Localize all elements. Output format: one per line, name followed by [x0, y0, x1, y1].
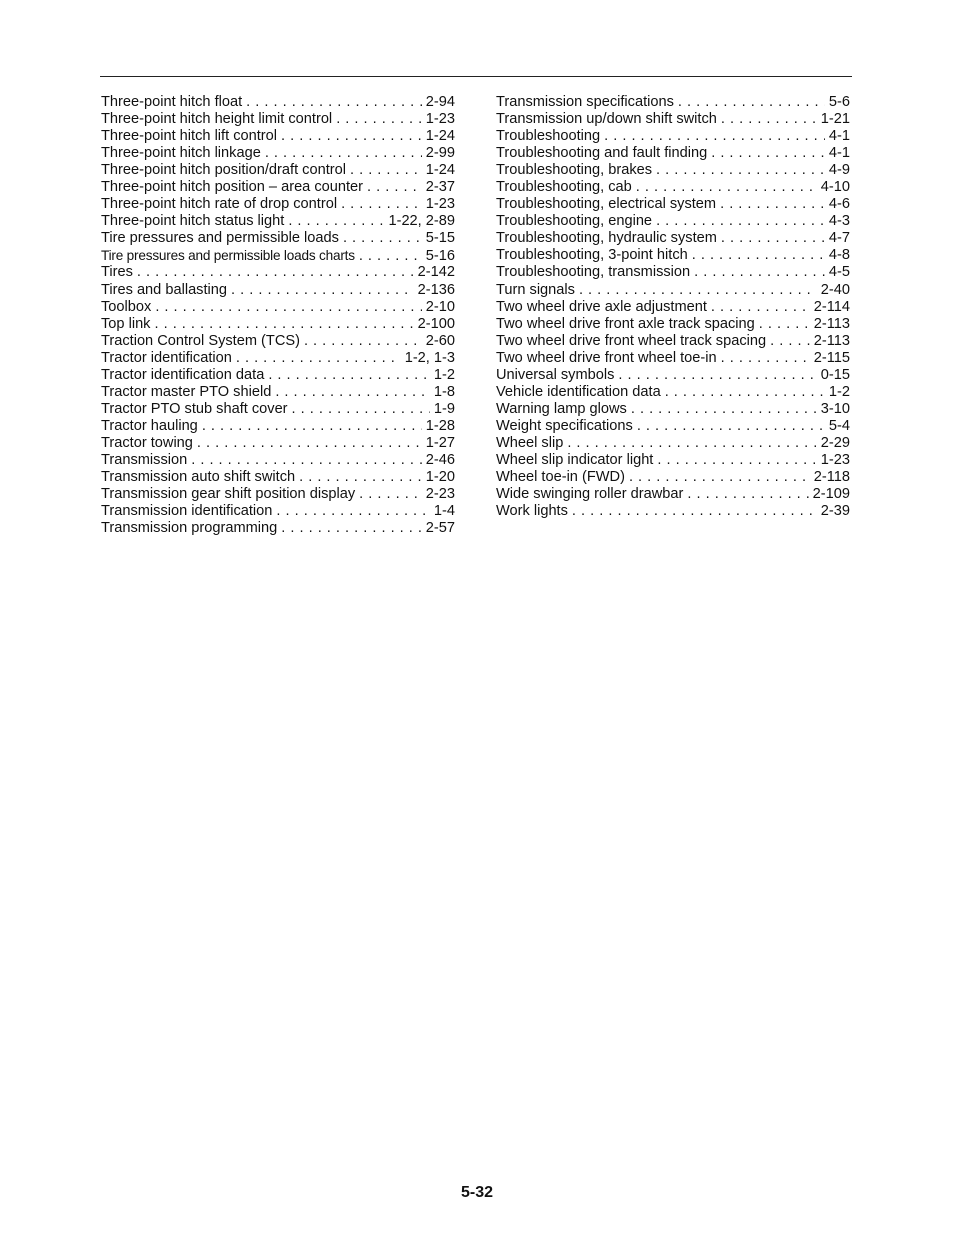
- index-entry: [496, 162, 850, 179]
- index-entry: [496, 384, 850, 401]
- dot-leader: [711, 145, 825, 162]
- index-entry-label: Tires: [101, 264, 133, 281]
- dot-leader: [276, 503, 429, 520]
- index-entry-page: 1-24: [425, 162, 455, 179]
- dot-leader: [678, 94, 825, 111]
- index-entry-label: Universal symbols: [496, 366, 615, 383]
- index-entry-label: Troubleshooting, 3-point hitch: [496, 247, 688, 264]
- page-number: 5-32: [460, 1184, 494, 1201]
- index-entry: [101, 94, 455, 111]
- index-entry-page: 4-9: [828, 162, 850, 179]
- dot-leader: [281, 128, 422, 145]
- index-entry-page: 4-1: [828, 145, 850, 162]
- index-entry-label: Wheel slip indicator light: [496, 451, 654, 468]
- dot-leader: [720, 196, 825, 213]
- index-entry-label: Three-point hitch height limit control: [101, 111, 333, 128]
- dot-leader: [350, 162, 422, 179]
- index-entry-page: 1-2, 1-3: [404, 349, 455, 366]
- index-entry-label: Work lights: [496, 503, 568, 520]
- dot-leader: [137, 264, 414, 281]
- index-entry: [496, 503, 850, 520]
- index-entry-page: 3-10: [820, 400, 850, 417]
- index-entry-label: Tractor hauling: [101, 417, 198, 434]
- dot-leader: [721, 350, 810, 367]
- index-entry: [496, 196, 850, 213]
- index-entry: [101, 367, 455, 384]
- index-entry-label: Turn signals: [496, 281, 575, 298]
- index-entry-page: 2-115: [813, 349, 850, 366]
- index-entry: [101, 111, 455, 128]
- index-entry: [496, 299, 850, 316]
- index-entry-page: 4-6: [828, 196, 850, 213]
- dot-leader: [618, 367, 816, 384]
- dot-leader: [692, 247, 825, 264]
- index-entry-page: 2-57: [425, 520, 455, 537]
- index-entry-page: 2-94: [425, 94, 455, 110]
- dot-leader: [275, 384, 430, 401]
- index-entry-label: Toolbox: [101, 298, 152, 315]
- dot-leader: [299, 469, 422, 486]
- index-entry-label: Three-point hitch position/draft control: [101, 162, 346, 179]
- index-entry-label: Troubleshooting, brakes: [496, 162, 653, 179]
- dot-leader: [268, 367, 430, 384]
- index-entry-page: 5-6: [828, 94, 850, 110]
- index-entry-page: 2-114: [813, 298, 850, 315]
- index-entry-label: Tire pressures and permissible loads: [101, 230, 339, 247]
- index-entry: [101, 264, 455, 281]
- index-entry: [101, 435, 455, 452]
- dot-leader: [292, 401, 430, 418]
- dot-leader: [246, 94, 422, 111]
- dot-leader: [637, 418, 825, 435]
- index-entry-label: Two wheel drive front axle track spacing: [496, 315, 755, 332]
- dot-leader: [759, 316, 810, 333]
- dot-leader: [711, 299, 810, 316]
- dot-leader: [359, 486, 422, 503]
- index-entry-label: Three-point hitch rate of drop control: [101, 196, 338, 213]
- index-entry-label: Weight specifications: [496, 417, 633, 434]
- index-entry: [101, 486, 455, 503]
- index-entry: [101, 384, 455, 401]
- index-entry: [496, 401, 850, 418]
- dot-leader: [341, 196, 422, 213]
- index-entry: [101, 520, 455, 537]
- index-entry-page: 1-28: [425, 417, 455, 434]
- index-entry-label: Three-point hitch position – area counter: [101, 179, 364, 196]
- index-entry-page: 1-24: [425, 128, 455, 145]
- index-entry: [101, 503, 455, 520]
- index-entry-page: 2-136: [417, 281, 455, 298]
- index-entry-label: Tire pressures and permissible loads charts: [101, 248, 355, 264]
- index-entry-label: Three-point hitch float: [101, 94, 243, 110]
- index-entry: [496, 367, 850, 384]
- index-entry-label: Troubleshooting, engine: [496, 213, 653, 230]
- dot-leader: [770, 333, 810, 350]
- index-entry: [101, 282, 455, 299]
- dot-leader: [367, 179, 422, 196]
- index-entry-label: Two wheel drive front wheel track spacing: [496, 332, 767, 349]
- index-entry-label: Wheel slip: [496, 434, 564, 451]
- index-entry-label: Three-point hitch status light: [101, 213, 285, 230]
- index-entry-page: 5-15: [425, 230, 455, 247]
- index-entry-label: Two wheel drive front wheel toe-in: [496, 349, 717, 366]
- index-entry-label: Tractor identification data: [101, 366, 265, 383]
- dot-leader: [629, 469, 810, 486]
- index-entry: [101, 230, 455, 247]
- dot-leader: [343, 230, 422, 247]
- index-entry-page: 0-15: [820, 366, 850, 383]
- index-entry-label: Troubleshooting, cab: [496, 179, 632, 196]
- dot-leader: [202, 418, 422, 435]
- index-entry: [496, 264, 850, 281]
- index-entry: [101, 316, 455, 333]
- index-entry-label: Transmission auto shift switch: [101, 469, 296, 486]
- index-entry: [496, 247, 850, 264]
- index-entry-label: Vehicle identification data: [496, 383, 661, 400]
- index-entry: [101, 196, 455, 213]
- index-entry-page: 1-2: [433, 366, 455, 383]
- dot-leader: [336, 111, 422, 128]
- index-entry-page: 2-10: [425, 298, 455, 315]
- index-entry-label: Three-point hitch lift control: [101, 128, 278, 145]
- dot-leader: [197, 435, 422, 452]
- index-entry: [101, 452, 455, 469]
- index-entry-page: 2-113: [813, 315, 850, 332]
- index-entry-label: Troubleshooting: [496, 128, 601, 145]
- index-entry-label: Traction Control System (TCS): [101, 332, 300, 349]
- index-entry-page: 2-113: [813, 332, 850, 349]
- index-entry: [496, 333, 850, 350]
- index-entry: [496, 350, 850, 367]
- index-entry-page: 2-39: [820, 503, 850, 520]
- index-entry: [101, 179, 455, 196]
- index-entry-label: Two wheel drive axle adjustment: [496, 298, 707, 315]
- dot-leader: [604, 128, 825, 145]
- index-entry-label: Troubleshooting, transmission: [496, 264, 691, 281]
- dot-leader: [191, 452, 422, 469]
- index-entry-label: Troubleshooting, electrical system: [496, 196, 717, 213]
- index-entry-page: 1-2: [828, 383, 850, 400]
- index-entry-page: 2-118: [813, 469, 850, 486]
- index-entry-page: 2-23: [425, 486, 455, 503]
- index-entry: [496, 469, 850, 486]
- dot-leader: [236, 350, 401, 367]
- index-entry-page: 1-9: [433, 400, 455, 417]
- index-entry-page: 1-23: [820, 451, 850, 468]
- index-entry: [496, 282, 850, 299]
- dot-leader: [687, 486, 808, 503]
- index-entry-page: 2-29: [820, 434, 850, 451]
- index-entry-page: 1-20: [425, 469, 455, 486]
- index-entry: [101, 162, 455, 179]
- dot-leader: [657, 452, 816, 469]
- index-entry-label: Top link: [101, 315, 151, 332]
- index-entry-label: Transmission: [101, 451, 188, 468]
- index-entry-page: 4-8: [828, 247, 850, 264]
- index-entry: [496, 145, 850, 162]
- dot-leader: [721, 230, 825, 247]
- index-entry-label: Transmission programming: [101, 520, 278, 537]
- dot-leader: [288, 213, 384, 230]
- dot-leader: [155, 299, 421, 316]
- dot-leader: [656, 213, 825, 230]
- index-entry-page: 4-5: [828, 264, 850, 281]
- dot-leader: [154, 316, 413, 333]
- index-entry-label: Troubleshooting and fault finding: [496, 145, 708, 162]
- index-entry-label: Three-point hitch linkage: [101, 145, 261, 162]
- index-entry-label: Tractor identification: [101, 349, 232, 366]
- index-entry: [496, 94, 850, 111]
- index-entry-page: 2-46: [425, 451, 455, 468]
- header-rule: [100, 76, 852, 77]
- index-entry-label: Tractor towing: [101, 434, 193, 451]
- index-entry-label: Tractor PTO stub shaft cover: [101, 400, 288, 417]
- index-entry: [101, 128, 455, 145]
- dot-leader: [567, 435, 816, 452]
- dot-leader: [572, 503, 817, 520]
- index-entry-label: Transmission specifications: [496, 94, 674, 110]
- index-entry-page: 4-7: [828, 230, 850, 247]
- index-entry-page: 4-10: [820, 179, 850, 196]
- index-entry-page: 2-100: [417, 315, 455, 332]
- index-entry-page: 5-16: [425, 248, 455, 265]
- dot-leader: [359, 248, 422, 264]
- index-entry-page: 2-37: [425, 179, 455, 196]
- index-entry-page: 2-40: [820, 281, 850, 298]
- dot-leader: [579, 282, 817, 299]
- index-entry-page: 2-109: [812, 486, 850, 503]
- index-entry: [101, 333, 455, 350]
- index-entry-page: 2-60: [425, 332, 455, 349]
- dot-leader: [656, 162, 825, 179]
- dot-leader: [231, 282, 414, 299]
- dot-leader: [721, 111, 817, 128]
- index-entry-label: Transmission up/down shift switch: [496, 111, 717, 128]
- index-entry: [101, 299, 455, 316]
- dot-leader: [265, 145, 422, 162]
- index-entry: [496, 435, 850, 452]
- dot-leader: [636, 179, 817, 196]
- dot-leader: [281, 520, 422, 537]
- index-entry-page: 1-4: [433, 503, 455, 520]
- index-entry: [101, 469, 455, 486]
- index-entry: [101, 213, 455, 230]
- index-entry: [496, 230, 850, 247]
- index-entry-page: 2-142: [417, 264, 455, 281]
- index-entry-label: Wheel toe-in (FWD): [496, 469, 625, 486]
- dot-leader: [665, 384, 825, 401]
- index-entry: [496, 316, 850, 333]
- dot-leader: [304, 333, 422, 350]
- index-entry: [496, 179, 850, 196]
- index-entry: [101, 418, 455, 435]
- index-entry: [496, 418, 850, 435]
- index-entry: [496, 213, 850, 230]
- index-entry-label: Wide swinging roller drawbar: [496, 486, 684, 503]
- index-entry-label: Troubleshooting, hydraulic system: [496, 230, 717, 247]
- index-entry-label: Tires and ballasting: [101, 281, 228, 298]
- index-entry: [101, 247, 455, 264]
- index-entry-page: 4-3: [828, 213, 850, 230]
- index-entry-page: 2-99: [425, 145, 455, 162]
- index-entry-page: 1-22, 2-89: [388, 213, 455, 230]
- index-entry-page: 1-23: [425, 196, 455, 213]
- index-entry-page: 1-8: [433, 383, 455, 400]
- index-entry-label: Transmission gear shift position display: [101, 486, 356, 503]
- index-column-right: [496, 94, 850, 520]
- index-entry-label: Tractor master PTO shield: [101, 383, 272, 400]
- index-entry-page: 1-21: [820, 111, 850, 128]
- index-entry: [496, 486, 850, 503]
- dot-leader: [631, 401, 817, 418]
- index-entry-page: 1-27: [425, 434, 455, 451]
- index-entry: [101, 350, 455, 367]
- index-entry: [496, 128, 850, 145]
- index-column-left: [101, 94, 455, 537]
- index-entry-page: 4-1: [828, 128, 850, 145]
- index-entry-page: 5-4: [828, 417, 850, 434]
- index-entry: [496, 452, 850, 469]
- index-entry: [496, 111, 850, 128]
- index-entry-page: 1-23: [425, 111, 455, 128]
- dot-leader: [694, 264, 825, 281]
- index-entry-label: Transmission identification: [101, 503, 273, 520]
- index-entry-label: Warning lamp glows: [496, 400, 627, 417]
- index-entry: [101, 145, 455, 162]
- index-entry: [101, 401, 455, 418]
